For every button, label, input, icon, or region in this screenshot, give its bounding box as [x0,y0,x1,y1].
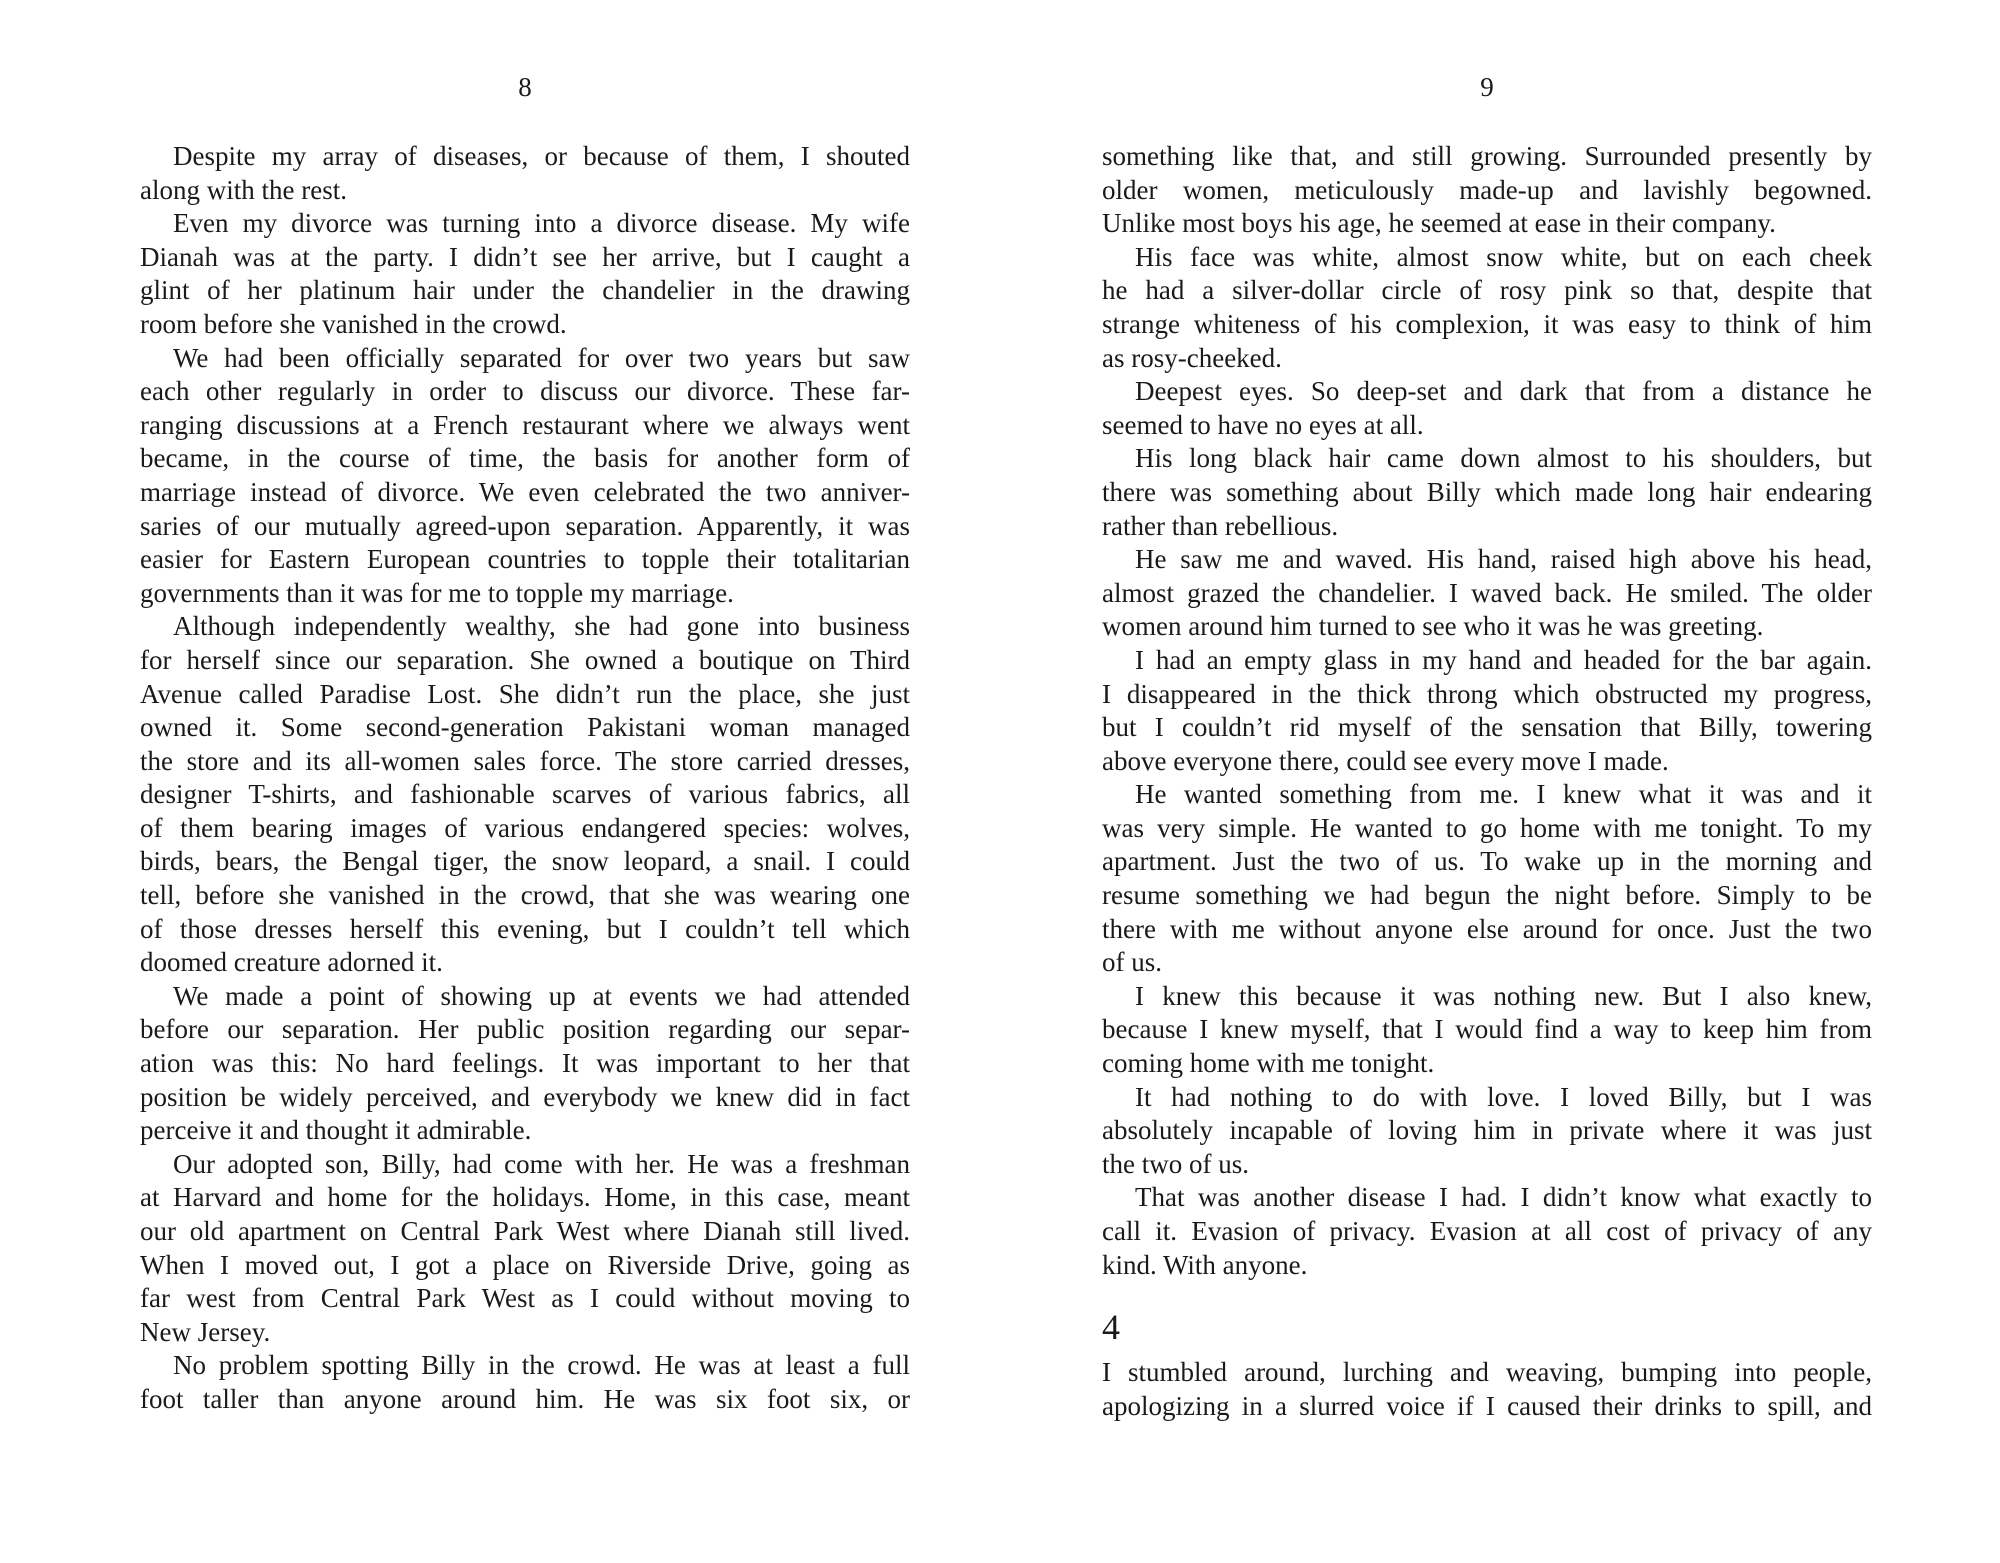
text-line: for herself since our separation. She owned a boutique on Third [140,644,910,675]
page-number: 8 [518,72,532,102]
text-line: position be widely perceived, and everybody we knew did in fact [140,1081,910,1112]
text-line: our old apartment on Central Park West where Dianah still lived. [140,1216,910,1246]
text-line: perceive it and thought it admirable. [140,1115,532,1146]
text-line: I stumbled around, lurching and weaving, bumping into people, [1102,1357,1872,1388]
text-line: easier for Eastern European countries to topple their totalitarian [140,544,910,575]
text-line: each other regularly in order to discuss our divorce. These far- [140,376,910,407]
text-line: something like that, and still growing. Surrounded presently by [1102,141,1872,171]
page-number: 9 [1480,72,1494,102]
text-line: Avenue called Paradise Lost. She didn’t run the place, she just [140,678,910,709]
text-line: ation was this: No hard feelings. It was important to her that [140,1048,910,1079]
text-line: apologizing in a slurred voice if I caused their drinks to spill, and [1102,1390,1872,1421]
text-line: When I moved out, I got a place on Riverside Drive, going as [140,1249,910,1280]
text-line: older women, meticulously made-up and lavishly begowned. [1102,174,1872,205]
text-line: I disappeared in the thick throng which obstructed my progress, [1102,678,1872,709]
text-line: of those dresses herself this evening, but I couldn’t tell which [140,913,910,944]
text-line: coming home with me tonight. [1102,1048,1435,1079]
text-line: before our separation. Her public position regarding our separ- [140,1014,910,1045]
text-line: Dianah was at the party. I didn’t see her arrive, but I caught a [140,241,910,272]
text-line: owned it. Some second-generation Pakistani woman managed [140,712,910,743]
right-page [1102,0,1872,1563]
text-line: Our adopted son, Billy, had come with her. He was a freshman [173,1148,910,1179]
text-line: Unlike most boys his age, he seemed at ease in their company. [1102,208,1776,239]
text-line: along with the rest. [140,174,347,205]
text-line: women around him turned to see who it was he was greeting. [1102,611,1764,642]
text-line: almost grazed the chandelier. I waved back. He smiled. The older [1102,577,1872,608]
text-line: It had nothing to do with love. I loved Billy, but I was [1135,1081,1872,1112]
text-line: He saw me and waved. His hand, raised high above his head, [1135,544,1872,575]
text-line: the store and its all-women sales force. The store carried dresses, [140,745,910,776]
text-line: tell, before she vanished in the crowd, that she was wearing one [140,880,910,911]
text-line: as rosy-cheeked. [1102,342,1282,373]
text-line: He wanted something from me. I knew what it was and it [1135,779,1872,810]
text-line: the two of us. [1102,1148,1249,1179]
text-line: designer T-shirts, and fashionable scarves of various fabrics, all [140,779,910,810]
text-line: Despite my array of diseases, or because of them, I shouted [173,141,910,171]
book-gutter [990,0,992,1563]
text-line: was very simple. He wanted to go home with me tonight. To my [1102,812,1872,843]
text-line: Although independently wealthy, she had gone into business [173,611,910,642]
text-line: he had a silver-dollar circle of rosy pink so that, despite that [1102,275,1872,306]
text-line: resume something we had begun the night before. Simply to be [1102,880,1872,911]
text-line: foot taller than anyone around him. He was six foot six, or [140,1383,910,1414]
text-line: far west from Central Park West as I could without moving to [140,1283,910,1314]
page-body [140,140,910,1417]
text-line: kind. With anyone. [1102,1249,1308,1280]
text-line: Even my divorce was turning into a divorce disease. My wife [173,208,910,239]
text-line: governments than it was for me to topple my marriage. [140,577,734,608]
text-line: of us. [1102,947,1162,978]
chapter-number: 4 [1102,1307,1120,1348]
text-line: New Jersey. [140,1316,271,1347]
text-line: strange whiteness of his complexion, it was easy to think of him [1102,308,1872,339]
text-line: but I couldn’t rid myself of the sensation that Billy, towering [1102,712,1872,743]
text-line: We made a point of showing up at events we had attended [173,980,910,1011]
left-page [140,0,910,1563]
text-line: because I knew myself, that I would find a way to keep him from [1102,1014,1872,1045]
text-line: of them bearing images of various endangered species: wolves, [140,812,910,843]
text-line: We had been officially separated for over two years but saw [173,342,910,373]
text-line: saries of our mutually agreed-upon separation. Apparently, it was [140,510,910,541]
text-line: birds, bears, the Bengal tiger, the snow leopard, a snail. I could [140,846,910,877]
text-line: ranging discussions at a French restaurant where we always went [140,409,910,440]
text-line: I knew this because it was nothing new. But I also knew, [1135,980,1872,1011]
text-line: there was something about Billy which made long hair endearing [1102,476,1872,507]
text-line: there with me without anyone else around for once. Just the two [1102,913,1872,944]
text-line: No problem spotting Billy in the crowd. He was at least a full [173,1350,910,1381]
text-line: His face was white, almost snow white, but on each cheek [1135,241,1872,272]
text-line: glint of her platinum hair under the chandelier in the drawing [140,275,910,306]
text-line: absolutely incapable of loving him in private where it was just [1102,1115,1872,1146]
text-line: became, in the course of time, the basis for another form of [140,443,910,474]
text-line: apartment. Just the two of us. To wake up in the morning and [1102,846,1872,877]
text-line: His long black hair came down almost to his shoulders, but [1135,443,1872,474]
text-line: call it. Evasion of privacy. Evasion at all cost of privacy of any [1102,1216,1872,1246]
page-body [1102,140,1872,1423]
text-line: That was another disease I had. I didn’t know what exactly to [1135,1182,1872,1213]
text-line: seemed to have no eyes at all. [1102,409,1424,440]
text-line: above everyone there, could see every move I made. [1102,745,1669,776]
text-line: at Harvard and home for the holidays. Home, in this case, meant [140,1182,910,1213]
text-line: rather than rebellious. [1102,510,1339,541]
text-line: Deepest eyes. So deep-set and dark that from a distance he [1135,376,1872,407]
text-line: I had an empty glass in my hand and headed for the bar again. [1135,644,1872,675]
text-line: marriage instead of divorce. We even celebrated the two anniver- [140,476,910,507]
text-line: doomed creature adorned it. [140,947,443,978]
text-line: room before she vanished in the crowd. [140,308,567,339]
